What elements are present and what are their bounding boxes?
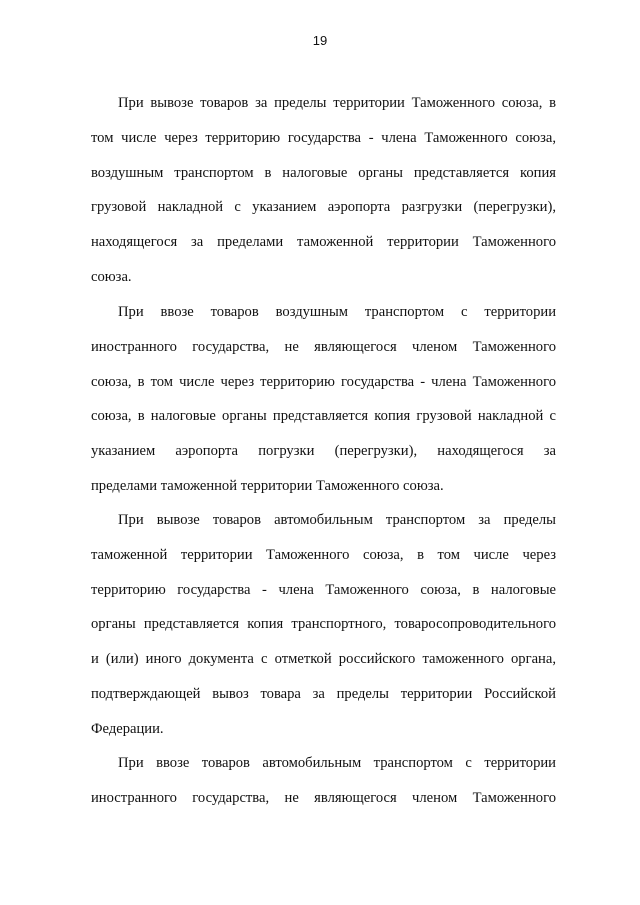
- paragraph-export-road-transport: [91, 503, 556, 747]
- text-line: иностранного государства, не являющегося членом Таможенного: [91, 338, 556, 355]
- text-line: том числе через территорию государства - члена Таможенного союза,: [91, 129, 556, 146]
- text-line: Федерации.: [91, 720, 164, 737]
- text-line: При вывозе товаров автомобильным транспортом за пределы: [118, 512, 556, 528]
- text-line: находящегося за пределами таможенной территории Таможенного: [91, 234, 556, 251]
- text-line: При ввозе товаров автомобильным транспортом с территории: [118, 755, 556, 771]
- text-line: союза, в том числе через территорию государства - члена Таможенного: [91, 373, 556, 390]
- text-line: воздушным транспортом в налоговые органы представляется копия: [91, 164, 556, 181]
- paragraph-export-air-transport: [91, 86, 556, 295]
- text-line: подтверждающей вывоз товара за пределы территории Российской: [91, 685, 556, 702]
- text-line: союза, в налоговые органы представляется копия грузовой накладной с: [91, 408, 556, 425]
- text-line: При вывозе товаров за пределы территории Таможенного союза, в: [118, 95, 556, 111]
- text-line: и (или) иного документа с отметкой российского таможенного органа,: [91, 651, 556, 668]
- text-line: указанием аэропорта погрузки (перегрузки), находящегося за: [91, 443, 556, 460]
- text-line: иностранного государства, не являющегося членом Таможенного: [91, 789, 556, 806]
- text-line: органы представляется копия транспортного, товаросопроводительного: [91, 616, 556, 633]
- paragraph-import-road-transport: [91, 746, 556, 816]
- text-line: грузовой накладной с указанием аэропорта разгрузки (перегрузки),: [91, 199, 556, 216]
- page-number: 19: [312, 33, 328, 48]
- paragraph-import-air-transport: [91, 295, 556, 504]
- text-line: таможенной территории Таможенного союза, в том числе через: [91, 546, 556, 563]
- text-line: союза.: [91, 268, 132, 285]
- text-line: территорию государства - члена Таможенного союза, в налоговые: [91, 581, 556, 598]
- text-line: пределами таможенной территории Таможенного союза.: [91, 477, 444, 494]
- text-line: При ввозе товаров воздушным транспортом с территории: [118, 304, 556, 320]
